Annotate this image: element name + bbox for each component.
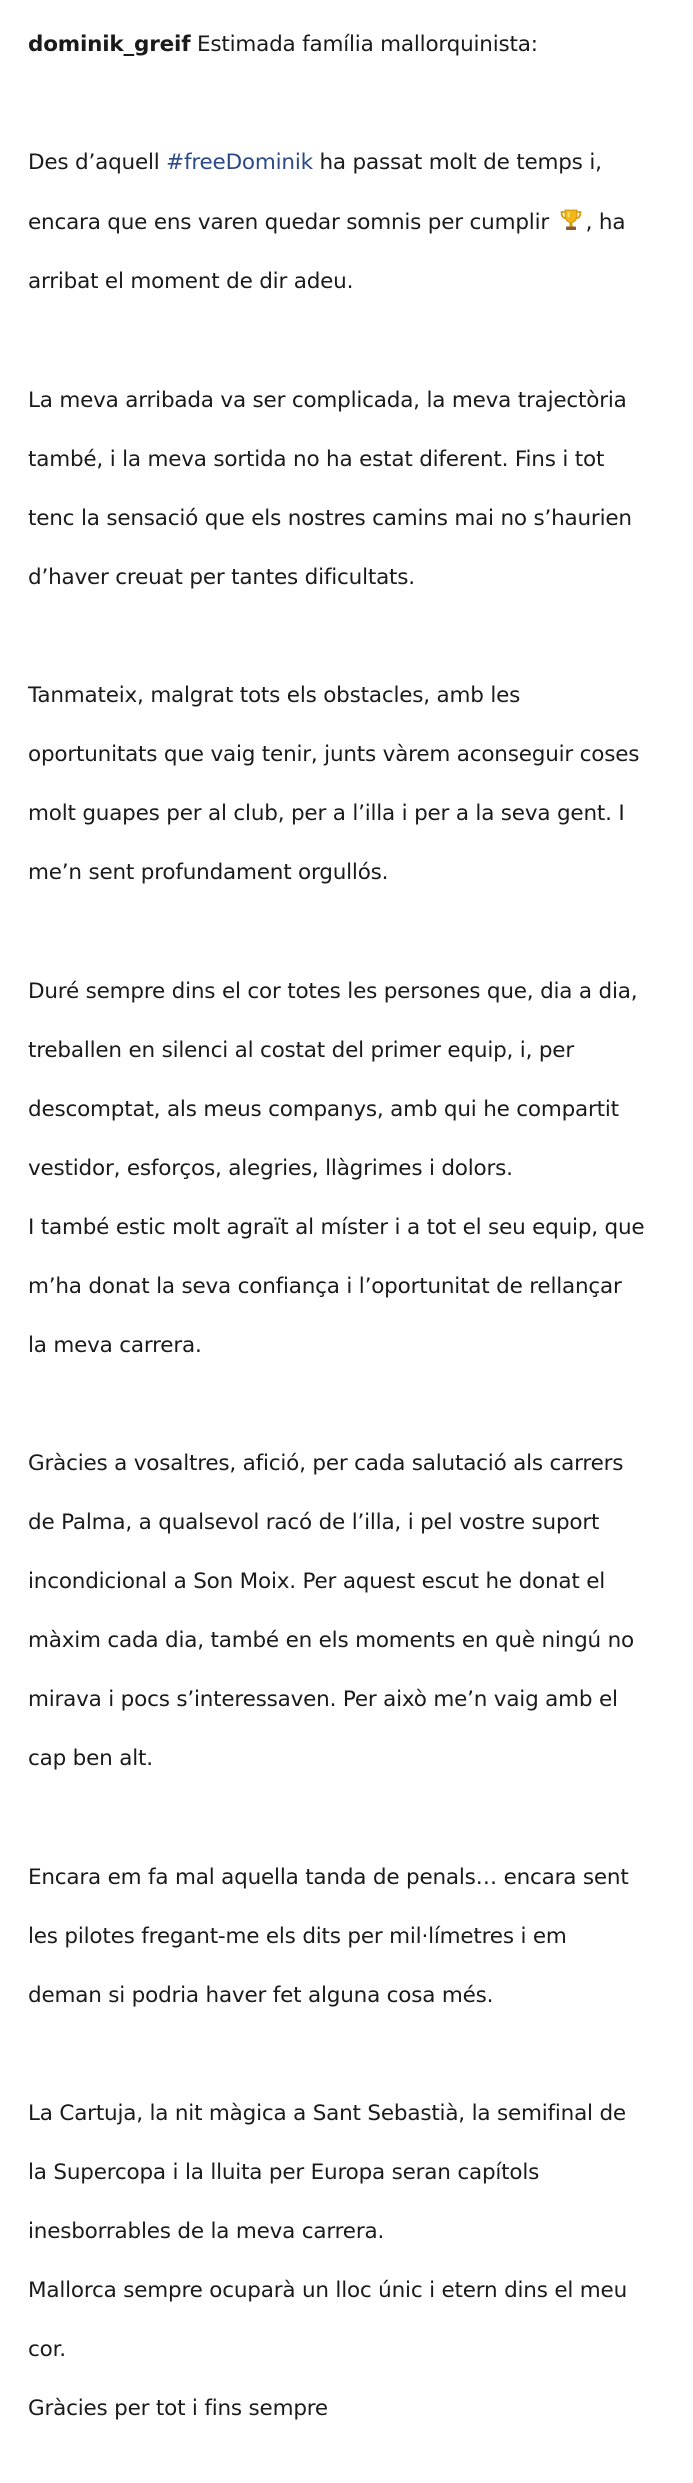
- paragraph-line: me’n sent profundament orgullós.: [28, 860, 389, 885]
- paragraph-line: Encara em fa mal aquella tanda de penals… encara sent: [28, 1864, 629, 1890]
- paragraph-line: de Palma, a qualsevol racó de l’illa, i pel vostre suport: [28, 1510, 600, 1535]
- paragraph-line: tenc la sensació que els nostres camins mai no s’haurien: [28, 505, 632, 531]
- paragraph-line: Gràcies a vosaltres, afició, per cada salutació als carrers: [28, 1451, 624, 1476]
- greeting-text: Estimada família mallorquinista:: [197, 31, 538, 57]
- paragraph-2: [28, 356, 683, 622]
- paragraph-line: Tanmateix, malgrat tots els obstacles, amb les: [28, 683, 521, 708]
- paragraph-line: Mallorca sempre ocuparà un lloc únic i etern dins el meu: [28, 2278, 627, 2303]
- paragraph-1-line-2: [28, 207, 683, 238]
- header-line: [28, 30, 683, 60]
- paragraph-line: màxim cada dia, també en els moments en què ningú no: [28, 1628, 634, 1653]
- paragraph-line: cor.: [28, 2337, 66, 2362]
- paragraph-line: I també estic molt agraït al míster i a tot el seu equip, que: [28, 1214, 645, 1240]
- paragraph-line: treballen en silenci al costat del primer equip, i, per: [28, 1037, 574, 1063]
- caption-header: [28, 0, 683, 89]
- paragraph-3: [28, 652, 683, 918]
- text-segment: Des d’aquell: [28, 150, 167, 175]
- paragraph-line: deman si podria haver fet alguna cosa més.: [28, 1982, 494, 2008]
- text-segment: , ha: [585, 210, 626, 235]
- paragraph-line: inesborrables de la meva carrera.: [28, 2219, 385, 2244]
- paragraph-line: La Cartuja, la nit màgica a Sant Sebastià, la semifinal de: [28, 2101, 626, 2126]
- trophy-emoji-icon: [558, 207, 584, 233]
- paragraph-4: [28, 947, 683, 1390]
- paragraph-line: molt guapes per al club, per a l’illa i per a la seva gent. I: [28, 801, 625, 826]
- paragraph-7: [28, 2070, 683, 2454]
- paragraph-line: Duré sempre dins el cor totes les persones que, dia a dia,: [28, 978, 638, 1004]
- paragraph-1-line-1: [28, 148, 683, 178]
- username-link[interactable]: dominik_greif: [28, 31, 191, 57]
- text-segment: ha passat molt de temps i,: [312, 150, 602, 175]
- paragraph-line: d’haver creuat per tantes dificultats.: [28, 564, 415, 590]
- paragraph-line: incondicional a Son Moix. Per aquest escut he donat el: [28, 1569, 606, 1594]
- paragraph-line: cap ben alt.: [28, 1746, 153, 1771]
- paragraph-line: mirava i pocs s’interessaven. Per això me’n vaig amb el: [28, 1687, 618, 1712]
- paragraph-5: [28, 1420, 683, 1804]
- paragraph-line: Gràcies per tot i fins sempre: [28, 2396, 328, 2421]
- hashtag-link[interactable]: #freeDominik: [166, 150, 313, 175]
- paragraph-line: la meva carrera.: [28, 1332, 202, 1358]
- paragraph-line: les pilotes fregant-me els dits per mil·límetres i em: [28, 1923, 567, 1949]
- paragraph-line: la Supercopa i la lluita per Europa seran capítols: [28, 2160, 540, 2185]
- paragraph-line: també, i la meva sortida no ha estat diferent. Fins i tot: [28, 446, 605, 472]
- paragraph-line: m’ha donat la seva confiança i l’oportunitat de rellançar: [28, 1273, 622, 1299]
- paragraph-6: [28, 1833, 683, 2040]
- post-caption: [28, 0, 683, 2483]
- paragraph-1-line-3: arribat el moment de dir adeu.: [28, 269, 354, 294]
- paragraph-1: [28, 119, 683, 327]
- paragraph-line: La meva arribada va ser complicada, la meva trajectòria: [28, 387, 627, 413]
- text-segment: encara que ens varen quedar somnis per cumplir: [28, 210, 556, 235]
- paragraph-line: vestidor, esforços, alegries, llàgrimes i dolors.: [28, 1155, 513, 1181]
- paragraph-line: descomptat, als meus companys, amb qui he compartit: [28, 1096, 619, 1122]
- paragraph-line: oportunitats que vaig tenir, junts vàrem aconseguir coses: [28, 742, 640, 767]
